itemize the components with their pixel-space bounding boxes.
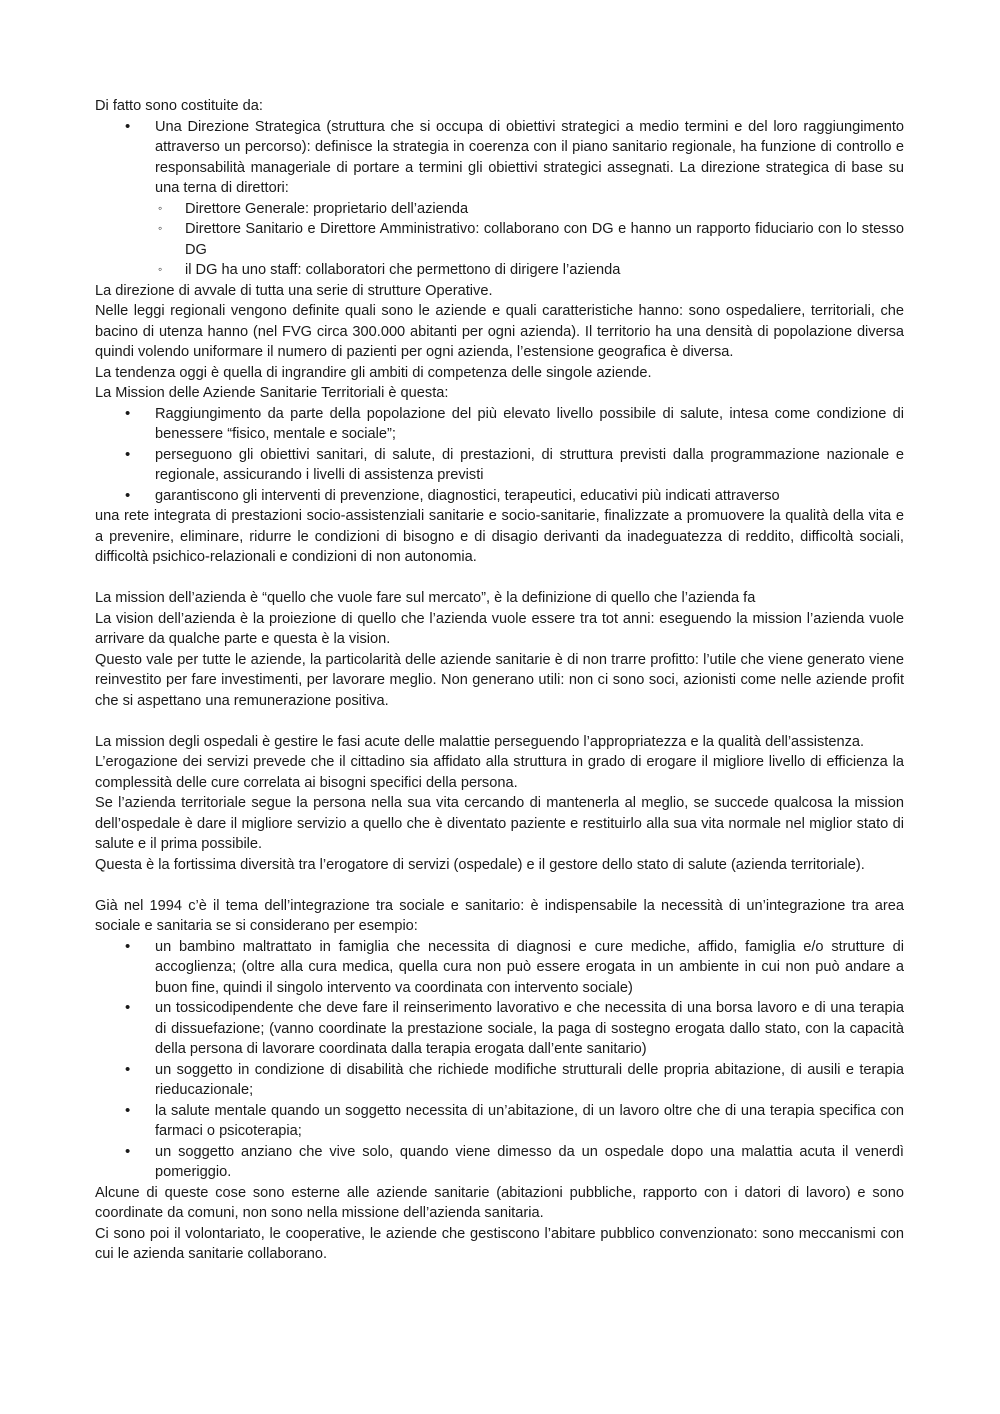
list-item-text: un bambino maltrattato in famiglia che necessita di diagnosi e cure mediche, affido, famiglia e/o strutture di accoglienza; (oltre alla cura medica, quella cura non può essere erogata in un ambiente in cui non può andare a buon fine, quindi il singolo intervento va coordinata con intervento sociale)	[155, 938, 904, 996]
paragraph: Se l’azienda territoriale segue la persona nella sua vita cercando di mantenerla al meglio, se succede qualcosa la mission dell’ospedale è dare il migliore servizio a quello che è diventato paziente e restituirlo alla sua vita normale nel miglior stato di salute e il prima possibile.	[95, 795, 904, 852]
list-item	[95, 486, 904, 507]
list-item-text: un tossicodipendente che deve fare il reinserimento lavorativo e che necessita di una borsa lavoro e di una terapia di dissuefazione; (vanno coordinate la prestazione sociale, la paga di sostegno erogata dallo stato, con la capacità della persona di lavorare coordinata dalla terapia erogata dall’ente sanitario)	[155, 1000, 904, 1057]
blank-line	[95, 711, 904, 732]
paragraph: La direzione di avvale di tutta una serie di strutture Operative.	[95, 282, 493, 299]
list-item	[95, 404, 904, 445]
bullet-icon: •	[125, 999, 131, 1016]
list-item	[95, 1142, 904, 1183]
list-item-text: perseguono gli obiettivi sanitari, di salute, di prestazioni, di struttura previsti dalla programmazione nazionale e regionale, assicurando i livelli di assistenza previsti	[155, 446, 904, 483]
bullet-list-mission	[95, 404, 904, 507]
list-item	[95, 1101, 904, 1142]
paragraph: La Mission delle Aziende Sanitarie Territoriali è questa:	[95, 385, 449, 401]
bullet-icon: •	[125, 117, 131, 135]
paragraph: L’erogazione dei servizi prevede che il cittadino sia affidato alla struttura in grado di erogare il migliore livello di efficienza la complessità delle cure correlata ai bisogni specifici della persona.	[95, 754, 904, 791]
circle-bullet-icon: ◦	[158, 262, 163, 276]
list-item	[95, 998, 904, 1060]
blank-line	[95, 875, 904, 896]
circle-bullet-icon: ◦	[158, 200, 163, 215]
bullet-icon: •	[125, 486, 131, 504]
paragraph: La mission dell’azienda è “quello che vuole fare sul mercato”, è la definizione di quello che l’azienda fa	[95, 590, 756, 606]
bullet-icon: •	[125, 1060, 131, 1078]
bullet-icon: •	[125, 404, 131, 422]
paragraph: Già nel 1994 c’è il tema dell’integrazione tra sociale e sanitario: è indispensabile la necessità di un’integrazione tra area sociale e sanitaria se si considerano per esempio:	[95, 897, 904, 934]
list-item-text: garantiscono gli interventi di prevenzione, diagnostici, terapeutici, educativi più indicati attraverso	[155, 487, 780, 504]
list-item	[95, 1060, 904, 1101]
paragraph: La vision dell’azienda è la proiezione di quello che l’azienda vuole essere tra tot anni: eseguendo la mission l’azienda vuole arrivare da qualche parte e questa è la vision.	[95, 610, 904, 647]
sub-list-item	[155, 199, 904, 220]
sub-list-item-text: il DG ha uno staff: collaboratori che permettono di dirigere l’azienda	[185, 262, 621, 278]
paragraph: Nelle leggi regionali vengono definite quali sono le aziende e quali caratteristiche hanno: sono ospedaliere, territoriali, che bacino di utenza hanno (nel FVG circa 300.000 abitanti per ogni azienda). Il territorio ha una densità di popolazione diversa quindi volendo uniformare il numero di pazienti per ogni azienda, l’estensione geografica è diversa.	[95, 303, 904, 360]
list-item-text: un soggetto anziano che vive solo, quando viene dimesso da un ospedale dopo una malattia acuta il venerdì pomeriggio.	[155, 1143, 904, 1180]
bullet-list-examples	[95, 937, 904, 1183]
paragraph: Ci sono poi il volontariato, le cooperative, le aziende che gestiscono l’abitare pubblico convenzionato: sono meccanismi con cui le azienda sanitarie collaborano.	[95, 1225, 904, 1262]
list-item	[95, 445, 904, 486]
sub-list-item	[155, 260, 904, 281]
sub-list-item	[155, 219, 904, 260]
bullet-icon: •	[125, 445, 131, 463]
bullet-icon: •	[125, 1142, 131, 1160]
bullet-list-structure	[95, 117, 904, 281]
sub-bullet-list-directors	[155, 199, 904, 281]
paragraph: Questa è la fortissima diversità tra l’erogatore di servizi (ospedale) e il gestore dello stato di salute (azienda territoriale).	[95, 856, 865, 873]
paragraph: Questo vale per tutte le aziende, la particolarità delle aziende sanitarie è di non trarre profitto: l’utile che viene generato viene reinvestito per fare investimenti, per lavorare meglio. Non generano utili: non ci sono soci, azionisti come nelle aziende profit che si aspettano una remunerazione positiva.	[95, 651, 904, 709]
list-item-text: la salute mentale quando un soggetto necessita di un’abitazione, di un lavoro oltre che di una terapia specifica con farmaci o psicoterapia;	[155, 1102, 904, 1139]
bullet-icon: •	[125, 937, 131, 955]
list-item	[95, 117, 904, 281]
paragraph: Alcune di queste cose sono esterne alle aziende sanitarie (abitazioni pubbliche, rapporto con i datori di lavoro) e sono coordinate da comuni, non sono nella missione dell’azienda sanitaria.	[95, 1184, 904, 1221]
list-item	[95, 937, 904, 999]
paragraph: una rete integrata di prestazioni socio-assistenziali sanitarie e socio-sanitarie, finalizzate a promuovere la qualità della vita e a prevenire, eliminare, ridurre le condizioni di bisogno e di disagio derivanti da inadeguatezza di reddito, difficoltà sociali, difficoltà psichico-relazionali e condizioni di non autonomia.	[95, 508, 904, 565]
intro-line: Di fatto sono costituite da:	[95, 98, 263, 114]
list-item-text: Raggiungimento da parte della popolazione del più elevato livello possibile di salute, intesa come condizione di benessere “fisico, mentale e sociale”;	[155, 405, 904, 442]
blank-line	[95, 568, 904, 589]
sub-list-item-text: Direttore Sanitario e Direttore Amministrativo: collaborano con DG e hanno un rapporto fiduciario con lo stesso DG	[185, 221, 904, 258]
circle-bullet-icon: ◦	[158, 221, 163, 235]
list-item-text: un soggetto in condizione di disabilità che richiede modifiche strutturali delle propria abitazione, di ausili e terapia rieducazionale;	[155, 1061, 904, 1098]
paragraph: La tendenza oggi è quella di ingrandire gli ambiti di competenza delle singole aziende.	[95, 364, 652, 381]
paragraph: La mission degli ospedali è gestire le fasi acute delle malattie perseguendo l’appropriatezza e la qualità dell’assistenza.	[95, 733, 865, 750]
sub-list-item-text: Direttore Generale: proprietario dell’azienda	[185, 200, 469, 217]
list-item-text: Una Direzione Strategica (struttura che si occupa di obiettivi strategici a medio termini e del loro raggiungimento attraverso un percorso): definisce la strategia in coerenza con il piano sanitario regionale, ha funzione di controllo e responsabilità manageriale di portare a termini gli obiettivi strategici assegnati. La direzione strategica di base su una terna di direttori:	[155, 118, 904, 196]
bullet-icon: •	[125, 1101, 131, 1119]
